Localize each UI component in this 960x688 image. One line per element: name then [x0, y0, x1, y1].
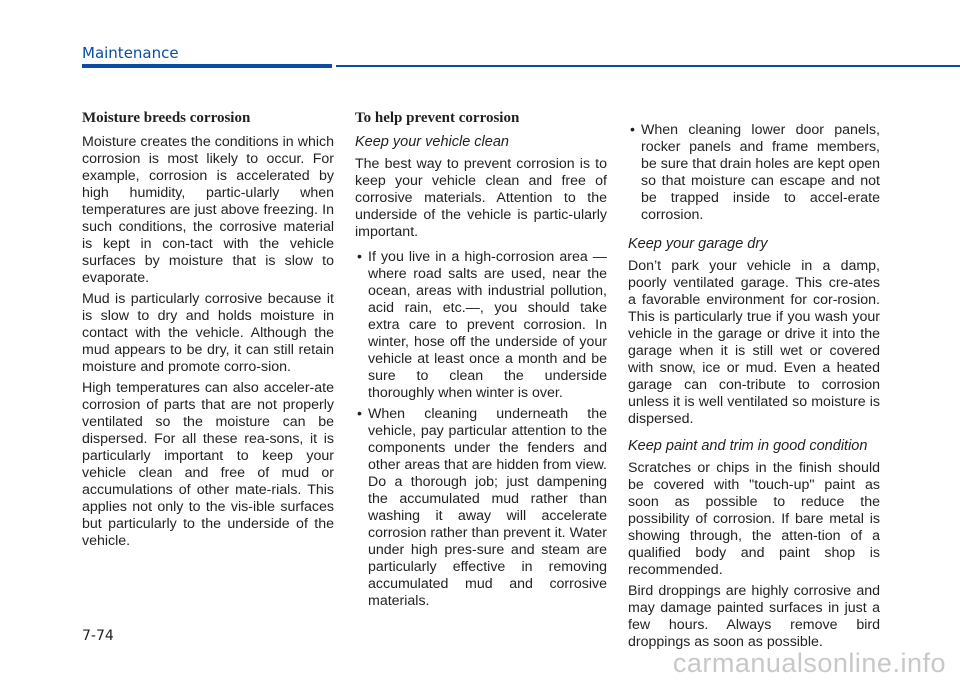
list-item: • When cleaning lower door panels, rocker panels and frame members, be sure that drain holes are kept open so that moisture can escape and not be trapped inside to accel-erate corrosion.: [628, 122, 880, 224]
header-rule-thick: [82, 64, 332, 68]
list-item: • If you live in a high-corrosion area — where road salts are used, near the ocean, areas with industrial pollution, acid rain, etc.—, you should take extra care to prevent corrosion. In winter, hose off the underside of your vehicle at least once a month and be sure to clean the underside thoroughly when winter is over.: [355, 249, 607, 402]
paragraph: Don’t park your vehicle in a damp, poorly ventilated garage. This cre-ates a favorable environment for cor-rosion. This is particularly true if you wash your vehicle in the garage or drive it into the garage when it is still wet or covered with snow, ice or mud. Even a heated garage can con-tribute to corrosion unless it is well ventilated so moisture is dispersed.: [628, 258, 880, 427]
bullet-list: [355, 249, 607, 610]
subheading-paint-trim: Keep paint and trim in good condition: [628, 438, 868, 454]
paragraph: Moisture creates the conditions in which corrosion is most likely to occur. For example, corrosion is accelerated by high humidity, partic-ularly when temperatures are just above freezing. In such conditions, the corrosive material is kept in con-tact with the vehicle surfaces by moisture that is slow to evaporate.: [82, 134, 334, 286]
subheading-garage-dry: Keep your garage dry: [628, 236, 768, 252]
paragraph: High temperatures can also acceler-ate corrosion of parts that are not properly ventilated so the moisture can be dispersed. For all these rea-sons, it is particularly important to keep your vehicle clean and free of mud or accumulations of other mate-rials. This applies not only to the vis-ible surfaces but particularly to the underside of the vehicle.: [82, 380, 334, 549]
column-right: [628, 122, 880, 655]
subheading-keep-clean: Keep your vehicle clean: [355, 134, 509, 150]
column-left: [82, 110, 334, 554]
section-title: Maintenance: [82, 44, 179, 62]
paragraph: Mud is particularly corrosive because it is slow to dry and holds moisture in contact with the vehicle. Although the mud appears to be dry, it can still retain moisture and promote corro-sion.: [82, 291, 334, 375]
page-number: 7-74: [82, 628, 114, 644]
paragraph: Scratches or chips in the finish should be covered with "touch-up" paint as soon as possible to reduce the possibility of corrosion. If bare metal is showing through, the atten-tion of a qualified body and paint shop is recommended.: [628, 460, 880, 578]
paragraph: Bird droppings are highly corrosive and may damage painted surfaces in just a few hours. Always remove bird droppings as soon as possible.: [628, 583, 880, 650]
paragraph: The best way to prevent corrosion is to keep your vehicle clean and free of corrosive materials. Attention to the underside of the vehicle is partic-ularly important.: [355, 156, 607, 240]
bullet-list: [628, 122, 880, 224]
header-rule-thin: [336, 65, 960, 67]
watermark: carmanualsonline.info: [672, 648, 946, 678]
heading-moisture-corrosion: Moisture breeds corrosion: [82, 110, 251, 126]
list-item: • When cleaning underneath the vehicle, pay particular attention to the components under the fenders and other areas that are hidden from view. Do a thorough job; just dampening the accumulated mud rather than washing it away will accelerate corrosion rather than prevent it. Water under high pres-sure and steam are particularly effective in removing accumulated mud and corrosive materials.: [355, 406, 607, 610]
column-middle: [355, 110, 607, 614]
heading-prevent-corrosion: To help prevent corrosion: [355, 110, 520, 126]
